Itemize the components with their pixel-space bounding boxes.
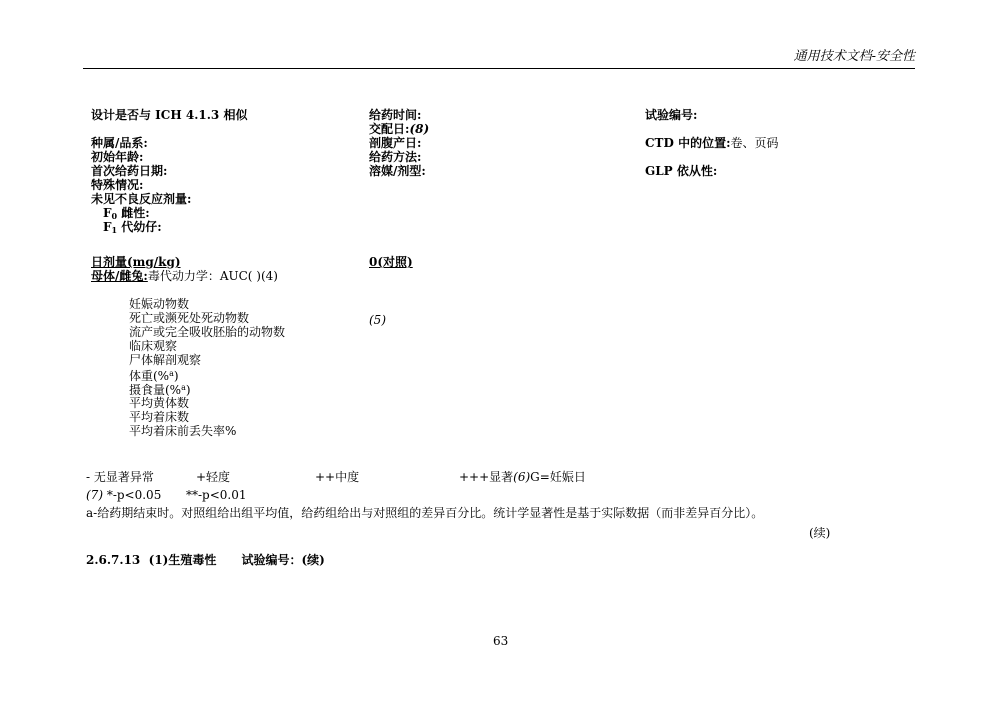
- legend-mild: +轻度: [196, 470, 231, 484]
- footnote-a: a-给药期结束时。对照组给出组平均值，给药组给出与对照组的差异百分比。统计学显著性是基于实际数据（而非差异百分比）。: [86, 506, 764, 520]
- dosing-time-label: 给药时间:: [369, 108, 422, 122]
- dosing-method-label: 给药方法:: [369, 150, 422, 164]
- f0-label: $F_0$ 雌性:: [103, 206, 150, 221]
- legend-moderate: ++中度: [315, 470, 360, 484]
- legend-marked: +++显著(6)G=妊娠日: [459, 470, 586, 484]
- design-label: 设计是否与 ICH 4.1.3 相似: [91, 108, 248, 122]
- row-dead-note: (5): [369, 313, 386, 327]
- mating-day-label: 交配日:(8): [369, 122, 430, 136]
- glp-label: GLP 依从性:: [645, 164, 718, 178]
- dose-header: 日剂量(mg/kg): [91, 255, 181, 269]
- row-body-weight: 体重(%$^a$): [129, 369, 179, 383]
- legend-p01: **-p<0.01: [186, 488, 247, 502]
- f1-label: $F_1$ 代幼仔:: [103, 220, 162, 235]
- row-pregnant: 妊娠动物数: [129, 297, 190, 311]
- legend-statistics: (7) *-p<0.05: [86, 488, 162, 502]
- page-number: 63: [493, 634, 509, 648]
- legend-none: - 无显著异常: [86, 470, 154, 484]
- control-header: 0(对照): [369, 255, 413, 269]
- continued-label: (续): [809, 526, 831, 540]
- row-implantations: 平均着床数: [129, 410, 190, 424]
- csection-day-label: 剖腹产日:: [369, 136, 422, 150]
- noael-label: 未见不良反应剂量:: [91, 192, 192, 206]
- vehicle-label: 溶媒/剂型:: [369, 164, 426, 178]
- special-label: 特殊情况:: [91, 178, 144, 192]
- document-header-title: 通用技术文档-安全性: [793, 49, 915, 64]
- row-corpora-lutea: 平均黄体数: [129, 396, 190, 410]
- row-preimplantation-loss: 平均着床前丢失率%: [129, 424, 237, 438]
- row-food: 摄食量(%$^a$): [129, 383, 191, 397]
- maternal-row: 母体/雌兔:毒代动力学：AUC( )(4): [91, 269, 278, 283]
- mating-day-note: (8): [409, 122, 430, 136]
- initial-age-label: 初始年龄:: [91, 150, 144, 164]
- header-rule: [83, 68, 915, 69]
- row-abortion: 流产或完全吸收胚胎的动物数: [129, 325, 286, 339]
- ctd-location: CTD 中的位置:卷、页码: [645, 136, 779, 150]
- species-label: 种属/品系:: [91, 136, 148, 150]
- first-dose-date-label: 首次给药日期:: [91, 164, 168, 178]
- row-clinical: 临床观察: [129, 339, 178, 353]
- study-no-label: 试验编号:: [645, 108, 698, 122]
- section-heading: 2.6.7.13 (1)生殖毒性 试验编号：(续): [86, 553, 325, 567]
- row-necropsy: 尸体解剖观察: [129, 353, 202, 367]
- row-dead: 死亡或濒死处死动物数: [129, 311, 250, 325]
